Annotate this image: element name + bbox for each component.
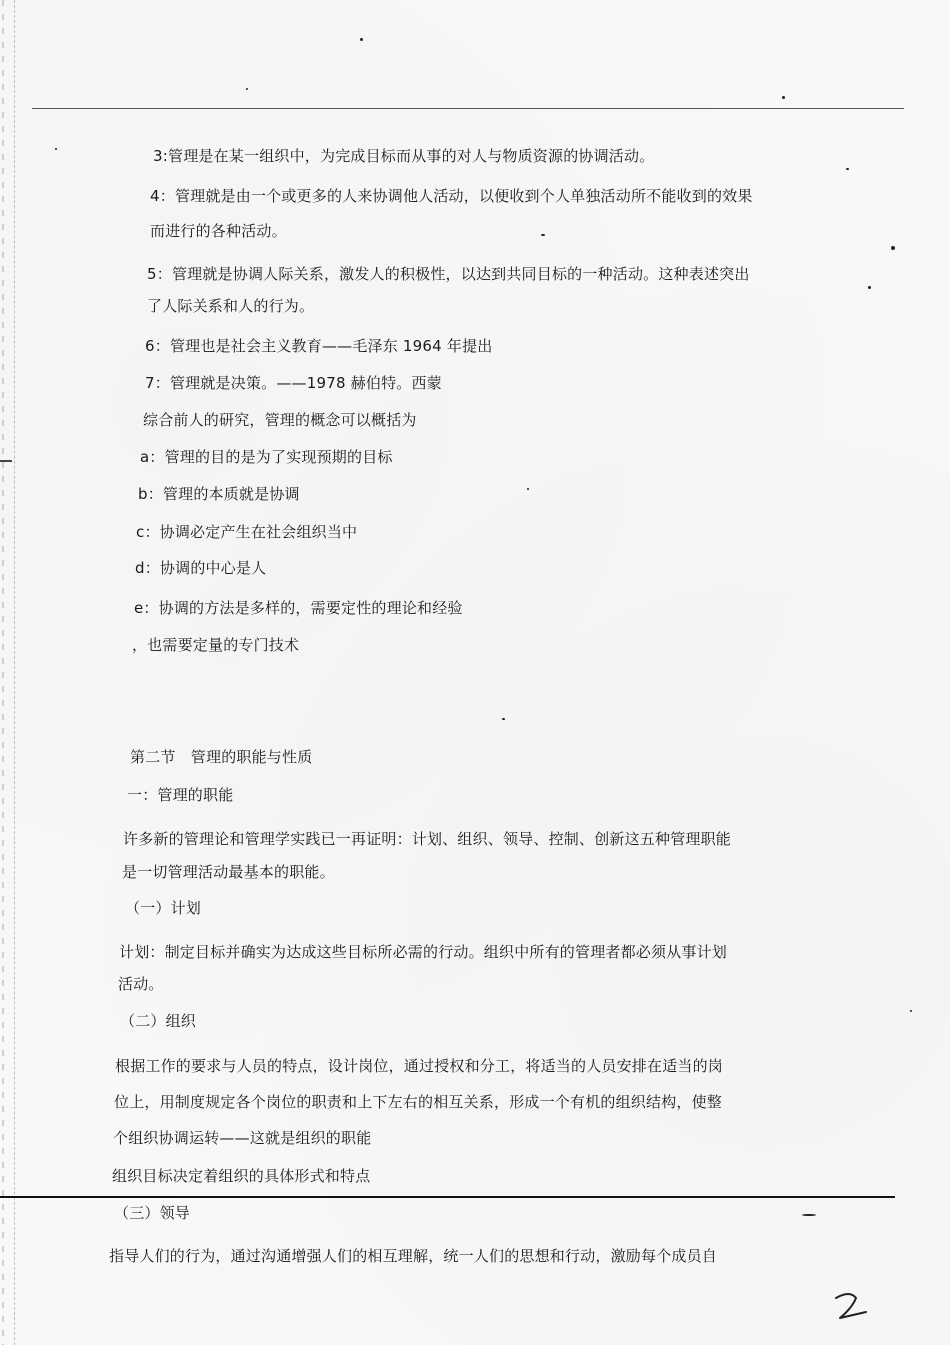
text-line: 计划：制定目标并确实为达成这些目标所必需的行动。组织中所有的管理者都必须从事计划 [119, 943, 728, 961]
text-line: 了人际关系和人的行为。 [147, 297, 315, 315]
scan-speck [868, 286, 871, 289]
handwritten-page-number [832, 1288, 872, 1324]
text-line: d：协调的中心是人 [135, 559, 267, 577]
text-line: 5：管理就是协调人际关系，激发人的积极性，以达到共同目标的一种活动。这种表述突出 [147, 265, 750, 283]
binding-perforation [2, 0, 4, 1345]
text-line: 个组织协调运转——这就是组织的职能 [113, 1129, 372, 1147]
text-line: 指导人们的行为，通过沟通增强人们的相互理解，统一人们的思想和行动，激励每个成员自 [109, 1247, 718, 1265]
text-line: a：管理的目的是为了实现预期的目标 [140, 448, 393, 466]
text-line: 3:管理是在某一组织中，为完成目标而从事的对人与物质资源的协调活动。 [153, 147, 655, 165]
top-rule [32, 108, 904, 109]
text-line: 是一切管理活动最基本的职能。 [122, 863, 335, 881]
text-line: 4：管理就是由一个或更多的人来协调他人活动，以便收到个人单独活动所不能收到的效果 [150, 187, 753, 205]
scan-speck [782, 96, 785, 99]
text-line: c：协调必定产生在社会组织当中 [136, 523, 358, 541]
margin-mark [0, 460, 12, 462]
text-line: b：管理的本质就是协调 [138, 485, 300, 503]
text-line: 6：管理也是社会主义教育——毛泽东 1964 年提出 [145, 337, 493, 355]
scan-speck [527, 488, 529, 490]
section-heading: 第二节 管理的职能与性质 [130, 748, 313, 766]
scan-speck [246, 88, 248, 90]
binding-edge [0, 0, 15, 1345]
subsection-heading: （二）组织 [120, 1012, 197, 1030]
text-line: 根据工作的要求与人员的特点，设计岗位，通过授权和分工，将适当的人员安排在适当的岗 [115, 1057, 724, 1075]
scan-speck [910, 1010, 912, 1012]
text-line: 而进行的各种活动。 [150, 222, 287, 240]
text-line: e：协调的方法是多样的，需要定性的理论和经验 [134, 599, 463, 617]
scan-speck [891, 246, 895, 250]
text-line: 许多新的管理论和管理学实践已一再证明：计划、组织、领导、控制、创新这五种管理职能 [123, 830, 732, 848]
text-line: 活动。 [118, 975, 164, 993]
bottom-rule [0, 1196, 895, 1198]
scan-speck [802, 1214, 816, 1216]
subsection-heading: 一：管理的职能 [127, 786, 234, 804]
text-line: 组织目标决定着组织的具体形式和特点 [112, 1167, 371, 1185]
scan-speck [502, 718, 505, 720]
text-line: 7：管理就是决策。——1978 赫伯特。西蒙 [145, 374, 442, 392]
text-line: 位上，用制度规定各个岗位的职责和上下左右的相互关系，形成一个有机的组织结构，使整 [114, 1093, 723, 1111]
subsection-heading: （一）计划 [125, 899, 202, 917]
scan-speck [846, 168, 849, 170]
scan-speck [541, 234, 545, 236]
subsection-heading: （三）领导 [114, 1204, 191, 1222]
text-line: 综合前人的研究，管理的概念可以概括为 [143, 411, 417, 429]
scan-speck [360, 38, 363, 41]
scan-speck [55, 148, 57, 150]
text-line: ，也需要定量的专门技术 [132, 636, 300, 654]
